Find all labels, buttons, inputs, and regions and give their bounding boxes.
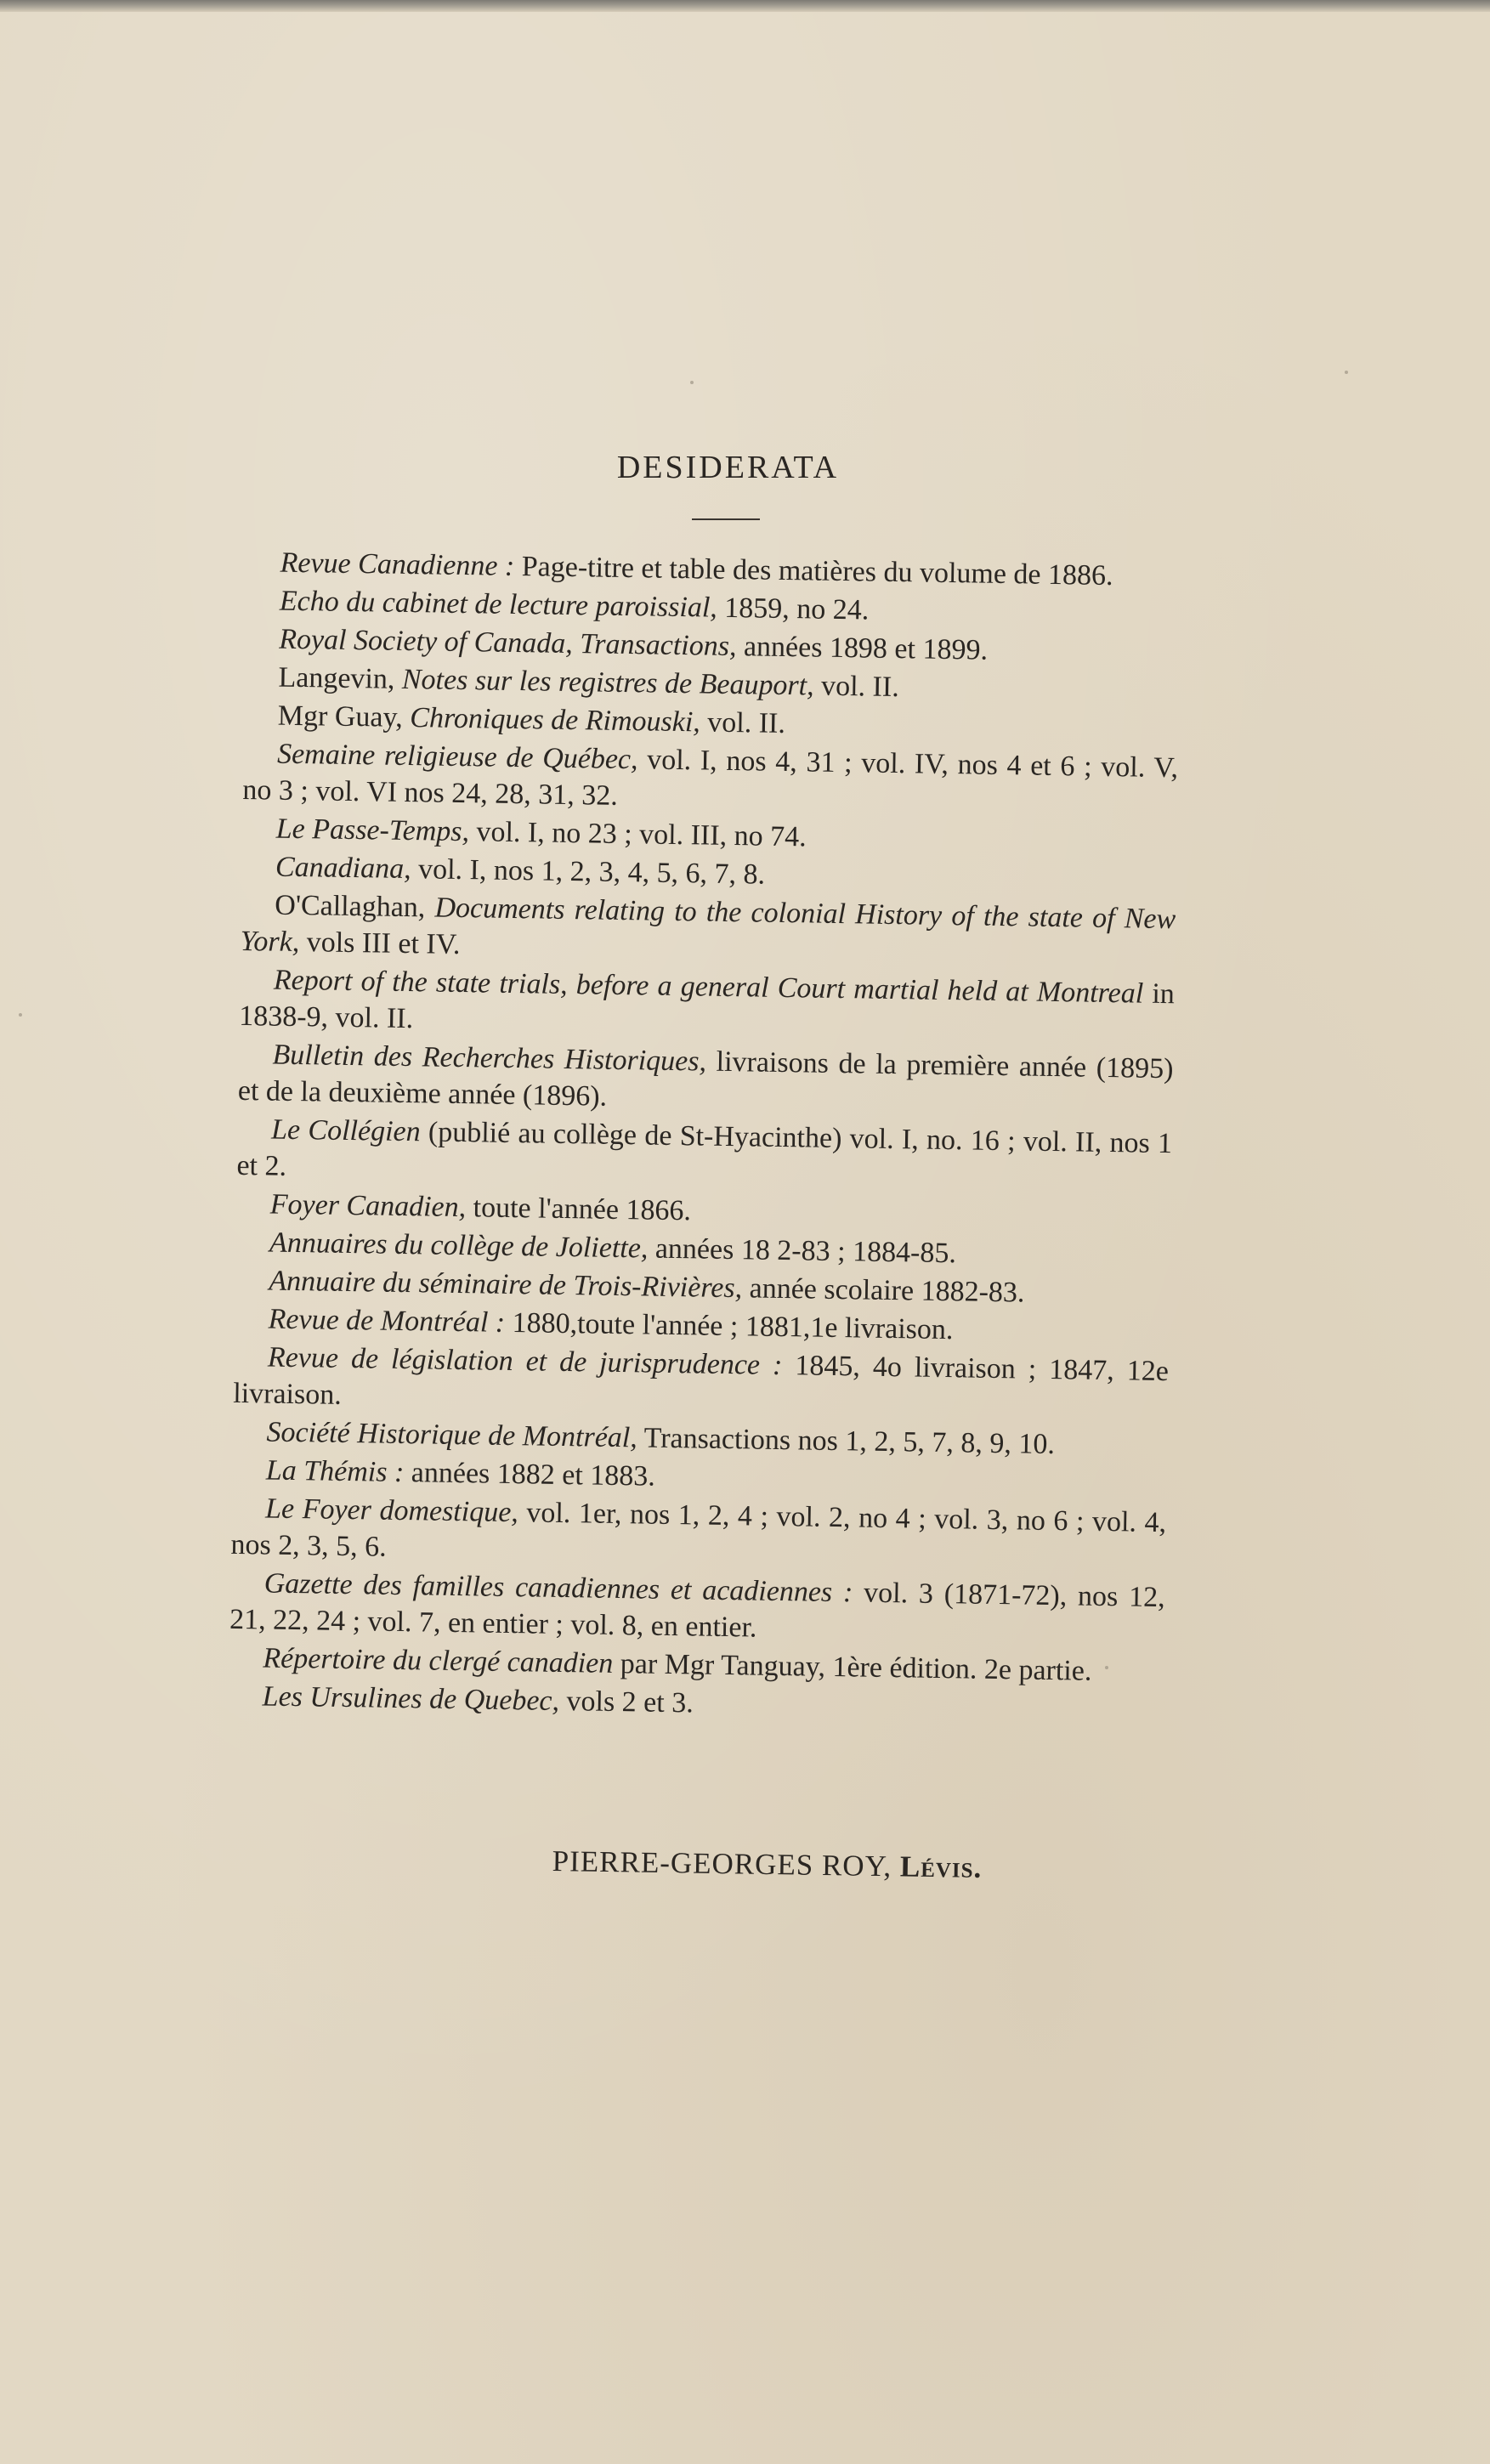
desiderata-entry (239, 961, 1175, 1049)
entry-author: Langevin, (278, 661, 403, 695)
entry-title: Gazette des familles canadiennes et acadiennes : (263, 1567, 853, 1609)
entry-title: Revue Canadienne : (280, 547, 515, 582)
entry-details: années 1898 et 1899. (736, 631, 989, 666)
desiderata-entry (236, 1111, 1172, 1198)
entry-title: Le Collégien (270, 1113, 421, 1148)
entry-title: Annuaire du séminaire de Trois-Rivières, (269, 1265, 743, 1305)
entry-title: Le Foyer domestique, (264, 1493, 519, 1529)
entry-details: vol. I, no 23 ; vol. III, no 74. (468, 816, 807, 853)
entry-title: Bulletin des Recherches Historiques, (272, 1039, 707, 1078)
paper-speck (19, 1013, 22, 1017)
entry-details: vols 2 et 3. (558, 1685, 694, 1719)
entry-details: 1859, no 24. (717, 592, 870, 626)
desiderata-entry (240, 886, 1176, 974)
signature-name: PIERRE-GEORGES ROY, (552, 1844, 901, 1883)
entry-title: Royal Society of Canada, Transactions, (278, 623, 737, 663)
desiderata-entry (233, 1339, 1169, 1426)
entry-title: Notes sur les registres de Beauport, (401, 663, 814, 702)
entry-title: Chroniques de Rimouski, (410, 702, 701, 739)
entry-title: Foyer Canadien, (269, 1188, 467, 1224)
entry-title: Documents relating to the colonial History of the state of New York, (240, 892, 1176, 959)
entry-title: Annuaires du collège de Joliette, (269, 1226, 649, 1265)
entry-details: toute l'année 1866. (465, 1192, 692, 1227)
entry-details: vol. 3 (1871-72), nos 12, 21, 22, 24 ; vol. 7, en entier ; vol. 8, en entier. (229, 1577, 1165, 1644)
entry-details: vol. 1er, nos 1, 2, 4 ; vol. 2, no 4 ; vol. 3, no 6 ; vol. 4, nos 2, 3, 5, 6. (230, 1497, 1167, 1563)
entry-details: vol. II. (700, 706, 786, 739)
entry-title: Répertoire du clergé canadien (263, 1642, 614, 1679)
desiderata-entry (230, 1490, 1166, 1578)
desiderata-entry (242, 735, 1178, 823)
page-title: DESIDERATA (616, 450, 840, 485)
paper-speck (1345, 371, 1348, 374)
entry-title: Canadiana, (275, 851, 411, 886)
entry-title: Semaine religieuse de Québec, (276, 738, 638, 776)
entry-details: années 18 2-83 ; 1884-85. (648, 1232, 957, 1270)
desiderata-entry (238, 1036, 1174, 1124)
signature-place: Lévis. (899, 1849, 983, 1884)
entry-details: 1845, 4o livraison ; 1847, 12e livraison. (233, 1350, 1170, 1411)
entry-details: vol. II. (813, 670, 900, 704)
entry-details: année scolaire 1882-83. (741, 1272, 1025, 1309)
entry-details: vol. I, nos 4, 31 ; vol. IV, nos 4 et 6 ; vol. V, no 3 ; vol. VI nos 24, 28, 31, 32. (242, 744, 1179, 812)
entry-title: Société Historique de Montréal, (266, 1416, 638, 1454)
page-top-edge (0, 0, 1490, 12)
entry-details: par Mgr Tanguay, 1ère édition. 2e partie. (613, 1647, 1092, 1687)
entry-details: (publié au collège de St-Hyacinthe) vol. I, no. 16 ; vol. II, nos 1 et 2. (236, 1116, 1173, 1182)
entry-details: 1880,toute l'année ; 1881,1e livraison. (504, 1306, 954, 1346)
entry-title: La Thémis : (265, 1454, 405, 1489)
desiderata-entry (229, 1565, 1165, 1652)
entry-details: Page-titre et table des matières du volume de 1886. (514, 550, 1113, 592)
paper-speck (690, 381, 694, 384)
entry-author: Mgr Guay, (277, 700, 411, 734)
title-rule (692, 518, 760, 520)
entry-details: in 1838-9, vol. II. (238, 977, 1176, 1035)
desiderata-list (228, 544, 1181, 1730)
entry-details: Transactions nos 1, 2, 5, 7, 8, 9, 10. (637, 1422, 1056, 1461)
entry-details: vols III et IV. (298, 926, 461, 961)
entry-title: Report of the state trials, before a general Court martial held at Montreal (273, 964, 1144, 1010)
entry-title: Revue de législation et de jurisprudence : (267, 1341, 783, 1382)
entry-details: années 1882 et 1883. (404, 1457, 656, 1493)
signature (552, 1844, 982, 1885)
entry-details: livraisons de la première année (1895) et de la deuxième année (1896). (237, 1045, 1174, 1113)
entry-author: O'Callaghan, (275, 889, 435, 924)
entry-title: Echo du cabinet de lecture paroissial, (279, 585, 718, 624)
entry-details: vol. I, nos 1, 2, 3, 4, 5, 6, 7, 8. (411, 853, 766, 891)
entry-title: Les Ursulines de Quebec, (262, 1680, 560, 1717)
entry-title: Le Passe-Temps, (275, 813, 470, 848)
entry-title: Revue de Montréal : (268, 1303, 506, 1339)
